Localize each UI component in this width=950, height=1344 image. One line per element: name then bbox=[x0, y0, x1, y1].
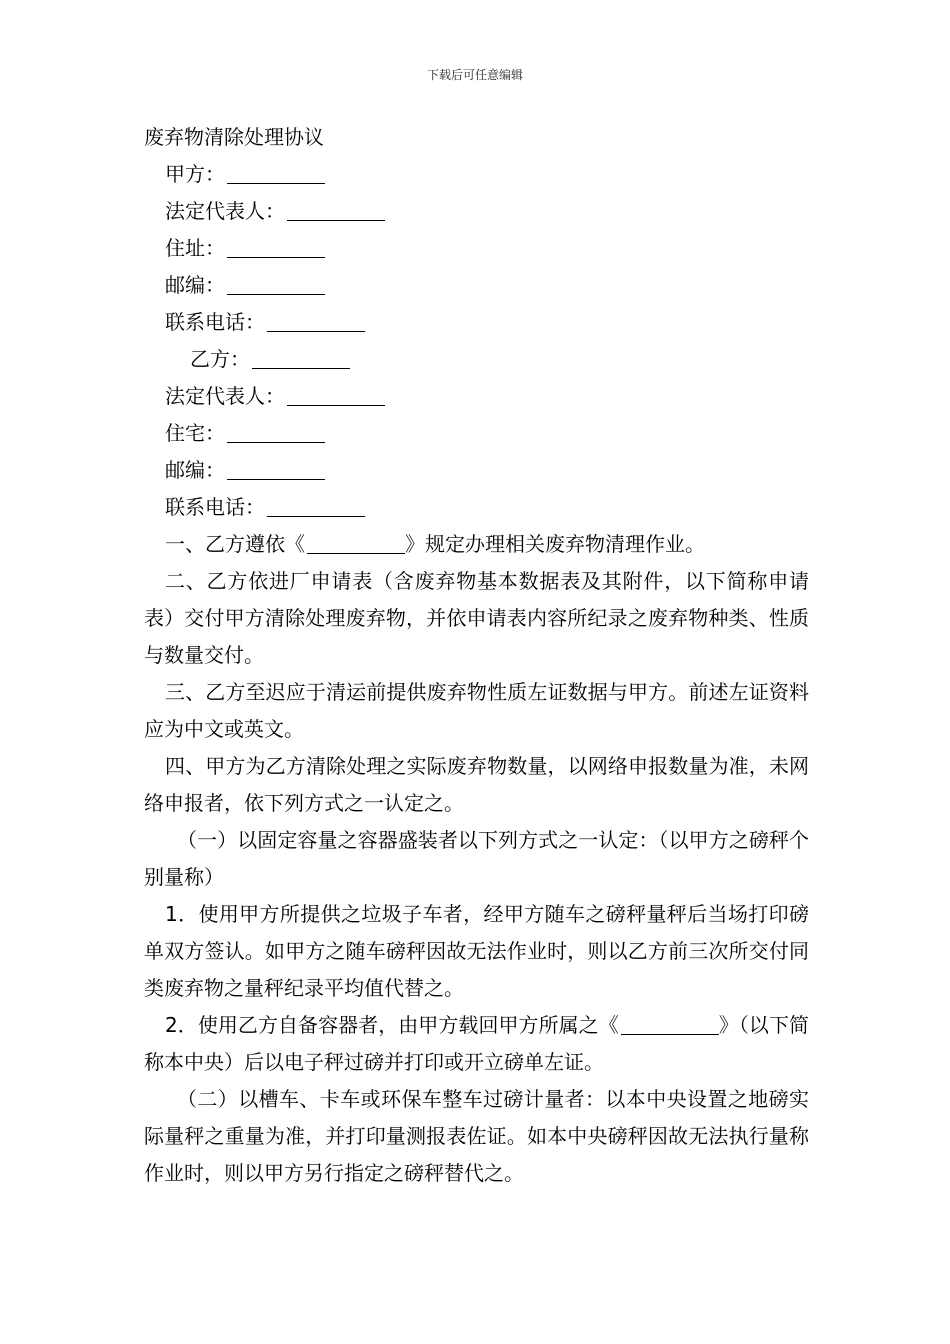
party-a-name-blank bbox=[227, 161, 325, 184]
party-b-phone-blank bbox=[267, 494, 365, 517]
page-header: 下载后可任意编辑 bbox=[426, 68, 523, 82]
party-a-address-field bbox=[144, 230, 809, 267]
clause-4-1-2 bbox=[144, 1007, 809, 1081]
party-a-address-label: 住址： bbox=[165, 236, 225, 260]
clause-4: 四、甲方为乙方清除处理之实际废弃物数量，以网络申报数量为准，未网络申报者，依下列方式之一认定之。 bbox=[144, 754, 809, 815]
party-b-address-field bbox=[144, 415, 809, 452]
clause-3: 三、乙方至迟应于清运前提供废弃物性质左证数据与甲方。前述左证资料应为中文或英文。 bbox=[144, 680, 809, 741]
clause-4-1-2-text-after: 》（以下简称本中央）后以电子秤过磅并打印或开立磅单左证。 bbox=[144, 1013, 809, 1074]
party-b-rep-field bbox=[144, 378, 809, 415]
party-b-postcode-field bbox=[144, 452, 809, 489]
clause-4-2: （二）以槽车、卡车或环保车整车过磅计量者：以本中央设置之地磅实际量秤之重量为准，并打印量测报表佐证。如本中央磅秤因故无法执行量称作业时，则以甲方另行指定之磅秤替代之。 bbox=[144, 1087, 809, 1185]
document-body bbox=[144, 119, 809, 1192]
party-b-postcode-label: 邮编： bbox=[165, 458, 225, 482]
clause-4-1-2-blank bbox=[621, 1012, 719, 1035]
party-b-rep-blank bbox=[287, 383, 385, 406]
party-b-name-field bbox=[144, 341, 809, 378]
clause-4-1: （一）以固定容量之容器盛装者以下列方式之一认定：（以甲方之磅秤个别量称） bbox=[144, 828, 809, 889]
party-a-phone-field bbox=[144, 304, 809, 341]
party-a-name-label: 甲方： bbox=[165, 162, 225, 186]
clause-1-blank bbox=[307, 531, 405, 554]
party-a-postcode-blank bbox=[227, 272, 325, 295]
party-b-phone-label: 联系电话： bbox=[165, 495, 265, 519]
party-a-rep-blank bbox=[287, 198, 385, 221]
party-a-phone-label: 联系电话： bbox=[165, 310, 265, 334]
party-a-rep-field bbox=[144, 193, 809, 230]
party-b-phone-field bbox=[144, 489, 809, 526]
party-b-name-blank bbox=[252, 346, 350, 369]
party-b-name-label: 乙方： bbox=[190, 347, 250, 371]
clause-1-text-before: 一、乙方遵依《 bbox=[165, 532, 305, 556]
party-b-rep-label: 法定代表人： bbox=[165, 384, 285, 408]
party-b-address-label: 住宅： bbox=[165, 421, 225, 445]
clause-1 bbox=[144, 526, 809, 563]
clause-4-1-2-text-before: 2．使用乙方自备容器者，由甲方载回甲方所属之《 bbox=[165, 1013, 619, 1037]
clause-2: 二、乙方依进厂申请表（含废弃物基本数据表及其附件，以下简称申请表）交付甲方清除处理废弃物，并依申请表内容所纪录之废弃物种类、性质与数量交付。 bbox=[144, 569, 809, 667]
party-b-postcode-blank bbox=[227, 457, 325, 480]
party-a-postcode-label: 邮编： bbox=[165, 273, 225, 297]
clause-1-text-after: 》规定办理相关废弃物清理作业。 bbox=[405, 532, 705, 556]
party-a-address-blank bbox=[227, 235, 325, 258]
party-a-postcode-field bbox=[144, 267, 809, 304]
party-b-address-blank bbox=[227, 420, 325, 443]
clause-4-1-1: 1．使用甲方所提供之垃圾子车者，经甲方随车之磅秤量秤后当场打印磅单双方签认。如甲方之随车磅秤因故无法作业时，则以乙方前三次所交付同类废弃物之量秤纪录平均值代替之。 bbox=[144, 902, 809, 1000]
party-a-rep-label: 法定代表人： bbox=[165, 199, 285, 223]
party-a-phone-blank bbox=[267, 309, 365, 332]
party-a-name-field bbox=[144, 156, 809, 193]
document-title: 废弃物清除处理协议 bbox=[144, 125, 324, 149]
